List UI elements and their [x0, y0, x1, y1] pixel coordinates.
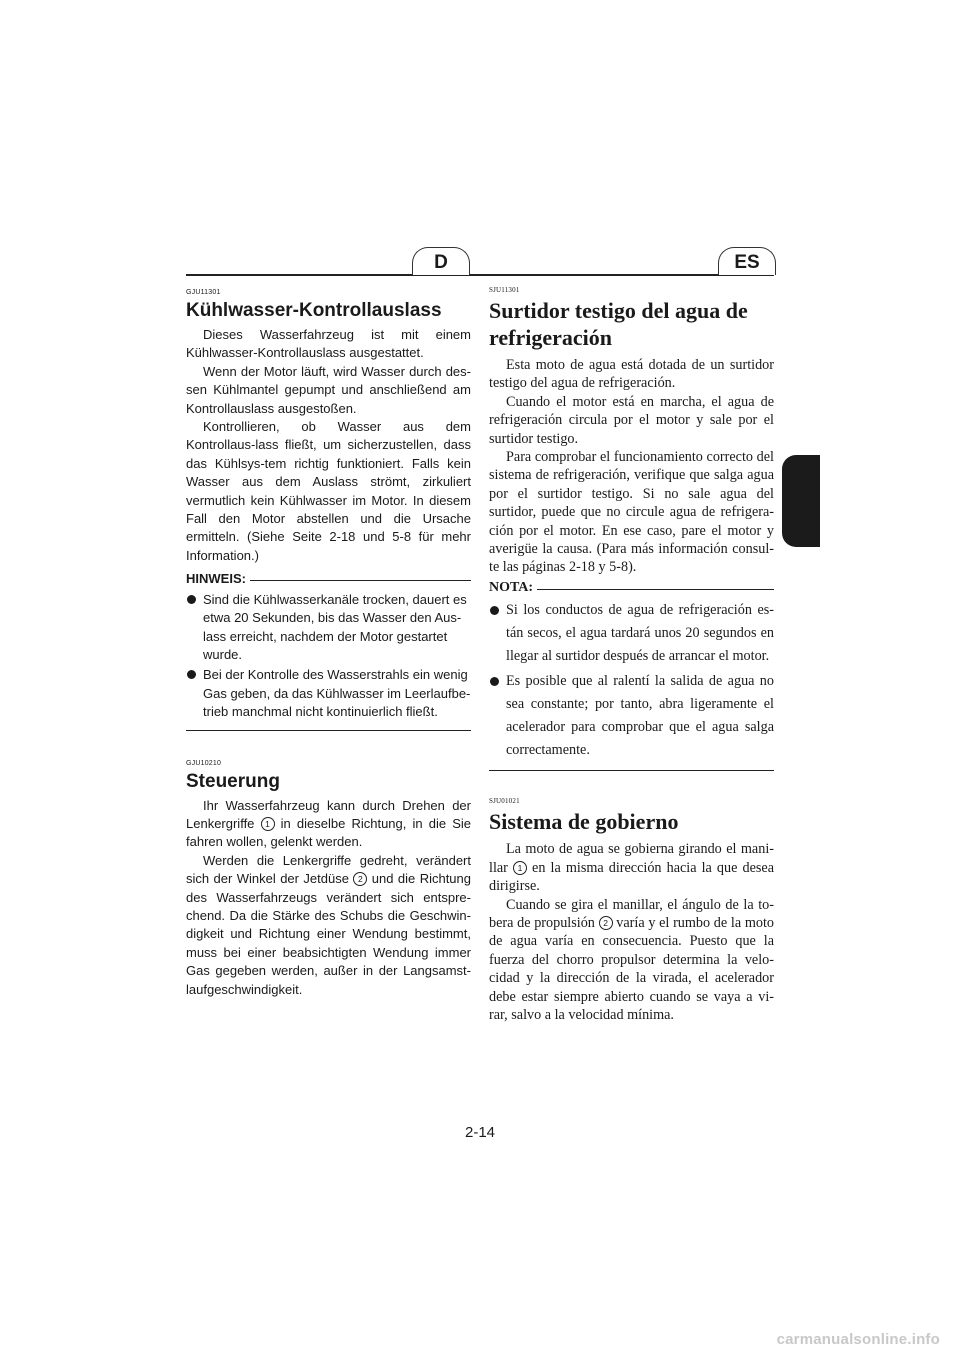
callout-2-icon: 2	[599, 916, 613, 930]
note-heading	[186, 570, 471, 588]
paragraph	[489, 896, 774, 1025]
text-run: in dieselbe Richtung, in die Sie fahren wollen, gelenkt werden.	[186, 815, 472, 850]
note-text: Sind die Kühlwasserkanäle trocken, dauert es etwa 20 Sekunden, bis das Wasser den Aus-lass erreicht, nachdem der Motor gestartet wurde.	[203, 591, 467, 662]
paragraph: Wenn der Motor läuft, wird Wasser durch des-sen Kühlmantel gepumpt und anschließend am Kontrollauslass ausgestoßen.	[186, 363, 471, 416]
section-title: Kühlwasser-Kontrollauslass	[186, 300, 442, 321]
section-title: Steuerung	[186, 770, 280, 792]
callout-1-icon: 1	[261, 817, 275, 831]
note-text: Es posible que al ralentí la salida de agua no sea constante; por tanto, abra ligeramente el acelerador para comprobar que el agua salga correctamente.	[506, 673, 774, 759]
note-item	[489, 599, 774, 668]
bullet-icon	[187, 595, 196, 604]
note-item	[186, 591, 471, 665]
bullet-icon	[490, 677, 499, 686]
note-list	[489, 599, 774, 762]
page-number: 2-14	[464, 1124, 496, 1141]
text-run: und die Richtung des Wasserfahrzeugs verändert sich entspre-chend. Da die Stärke des Schubs die Geschwin-digkeit und Richtung einer Wendung bestimmt, muss bei einer beabsichtigten Wendung immer Gas gegeben werden, außer in der Langsamst-laufgeschwindigkeit.	[186, 871, 471, 997]
paragraph: Kontrollieren, ob Wasser aus dem Kontrollaus-lass fließt, um sicherzustellen, dass das Kühlsys-tem richtig funktioniert. Falls kein Wasser aus dem Auslass strömt, zirkuliert vermutlich kein Kühlwasser im Motor. In diesem Fall den Motor abstellen und die Ursache ermitteln. (Siehe Seite 2-18 und 5-8 für mehr Information.)	[186, 419, 471, 563]
note-text: Si los conductos de agua de refrigeración es-tán secos, el agua tardará unos 20 segundos en llegar al surtidor después de arrancar el motor.	[506, 602, 774, 665]
note-rule	[537, 589, 774, 590]
section-title: Sistema de gobierno	[489, 809, 679, 835]
note-label: HINWEIS:	[186, 571, 246, 587]
text-run: varía y el rumbo de la moto de agua varía en consecuencia. Puesto que la fuerza del chorro propulsor determina la velo-cidad y la dirección de la virada, el acelerador debe estar siempre abierto cuando se vaya a vi-rar, salvo a la velocidad mínima.	[489, 914, 774, 1023]
column-spanish	[489, 286, 774, 1024]
note-label: NOTA:	[489, 579, 534, 595]
text-run: Werden die Lenkergriffe gedreht, verändert sich der Winkel der Jetdüse	[186, 852, 471, 887]
lang-tab-de: D	[412, 247, 470, 275]
paragraph: Dieses Wasserfahrzeug ist mit einem Kühlwasser-Kontrollauslass ausgestattet.	[186, 327, 471, 361]
chapter-thumb-tab	[782, 455, 820, 547]
text-run: en la misma dirección hacia la que desea dirigirse.	[489, 859, 774, 895]
paragraph: Cuando el motor está en marcha, el agua de refrigeración circula por el motor y sale por el surtidor testigo.	[489, 393, 774, 447]
paragraph	[186, 797, 471, 852]
callout-1-icon: 1	[513, 861, 527, 875]
header-rule	[186, 274, 774, 276]
section-code: SJU01021	[489, 797, 520, 806]
watermark: carmanualsonline.info	[776, 1331, 940, 1348]
note-rule	[250, 580, 471, 581]
column-german	[186, 286, 471, 999]
note-item	[186, 666, 471, 721]
text-run: Ihr Wasserfahrzeug kann durch Drehen der Lenkergriffe	[186, 797, 471, 831]
section-code: SJU11301	[489, 286, 520, 294]
section-code: GJU10210	[186, 759, 222, 767]
text-run: Cuando se gira el manillar, el ángulo de la to-bera de propulsión	[489, 896, 774, 931]
note-text: Bei der Kontrolle des Wasserstrahls ein wenig Gas geben, da das Kühlwasser im Leerlaufbe-trieb manchmal nicht kontinuierlich fließt.	[203, 667, 471, 720]
section-code: GJU11301	[186, 289, 221, 296]
bullet-icon	[187, 670, 196, 679]
text-run: La moto de agua se gobierna girando el mani-llar	[489, 841, 774, 876]
paragraph	[186, 852, 471, 999]
callout-2-icon: 2	[353, 872, 367, 886]
note-heading	[489, 579, 774, 597]
lang-tab-es: ES	[718, 247, 776, 275]
section-title: Surtidor testigo del agua de refrigeración	[489, 298, 748, 350]
bullet-icon	[490, 606, 499, 615]
paragraph: Esta moto de agua está dotada de un surtidor testigo del agua de refrigeración.	[489, 357, 774, 392]
note-item	[489, 670, 774, 762]
paragraph: Para comprobar el funcionamiento correcto del sistema de refrigeración, verifique que salga agua por el surtidor testigo. Si no sale agua del surtidor, puede que no circule agua de refrigera-ción por el motor. En ese caso, pare el motor y averigüe la causa. (Para más información consul-te las páginas 2-18 y 5-8).	[489, 449, 774, 576]
note-list	[186, 591, 471, 722]
paragraph	[489, 840, 774, 895]
